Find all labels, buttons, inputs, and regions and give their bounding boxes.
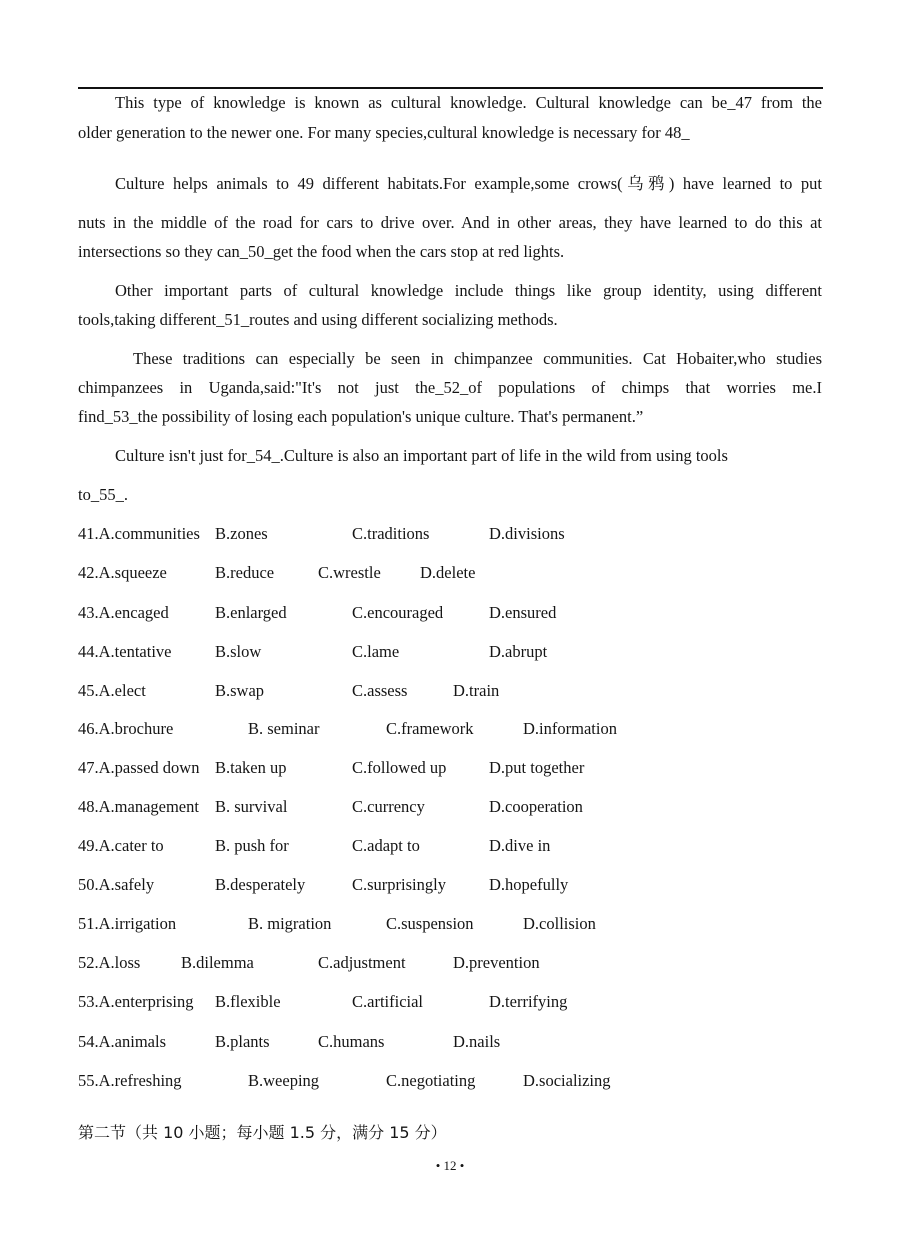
option-d: D.socializing — [523, 1071, 611, 1090]
option-b: B.swap — [215, 681, 265, 700]
option-a: 47.A.passed down — [78, 758, 200, 777]
passage-line: Culture helps animals to 49 different habitats.For example,some crows(乌鸦) have learned to put — [115, 174, 822, 193]
option-a: 53.A.enterprising — [78, 992, 194, 1011]
option-d: D.put together — [489, 758, 585, 777]
option-c: C.traditions — [352, 524, 430, 543]
option-b: B.taken up — [215, 758, 287, 777]
option-b: B. survival — [215, 797, 288, 816]
option-a: 46.A.brochure — [78, 719, 174, 738]
option-a: 43.A.encaged — [78, 603, 169, 622]
option-c: C.encouraged — [352, 603, 444, 622]
passage-line: Culture isn't just for_54_.Culture is also an important part of life in the wild from using tools — [115, 446, 728, 465]
option-c: C.lame — [352, 642, 400, 661]
option-b: B.zones — [215, 524, 268, 543]
option-a: 41.A.communities — [78, 524, 200, 543]
option-c: C.framework — [386, 719, 474, 738]
section-title: 第二节（共 10 小题；每小题 1.5 分，满分 15 分） — [78, 1123, 447, 1142]
header-rule — [78, 87, 823, 89]
option-c: C.currency — [352, 797, 425, 816]
option-b: B.slow — [215, 642, 262, 661]
passage-line: Other important parts of cultural knowledge include things like group identity, using different — [115, 281, 822, 300]
option-d: D.delete — [420, 563, 476, 582]
option-b: B.reduce — [215, 563, 275, 582]
option-b: B. migration — [248, 914, 332, 933]
passage-line: find_53_the possibility of losing each population's unique culture. That's permanent.” — [78, 407, 644, 426]
option-a: 51.A.irrigation — [78, 914, 177, 933]
option-b: B. push for — [215, 836, 289, 855]
passage-line: nuts in the middle of the road for cars to drive over. And in other areas, they have learned to do this at — [78, 213, 822, 232]
option-a: 50.A.safely — [78, 875, 155, 894]
option-a: 45.A.elect — [78, 681, 146, 700]
option-a: 48.A.management — [78, 797, 199, 816]
passage-line: This type of knowledge is known as cultural knowledge. Cultural knowledge can be_47 from the — [115, 93, 822, 112]
option-d: D.abrupt — [489, 642, 548, 661]
option-b: B.plants — [215, 1032, 270, 1051]
option-c: C.followed up — [352, 758, 447, 777]
passage-line: tools,taking different_51_routes and using different socializing methods. — [78, 310, 558, 329]
option-d: D.collision — [523, 914, 596, 933]
option-b: B.desperately — [215, 875, 306, 894]
option-c: C.artificial — [352, 992, 424, 1011]
option-d: D.nails — [453, 1032, 501, 1051]
passage-line: to_55_. — [78, 485, 128, 504]
option-a: 55.A.refreshing — [78, 1071, 182, 1090]
option-d: D.hopefully — [489, 875, 569, 894]
option-d: D.train — [453, 681, 500, 700]
option-c: C.adjustment — [318, 953, 406, 972]
option-b: B.weeping — [248, 1071, 320, 1090]
option-c: C.wrestle — [318, 563, 381, 582]
option-a: 54.A.animals — [78, 1032, 166, 1051]
option-a: 42.A.squeeze — [78, 563, 167, 582]
option-d: D.divisions — [489, 524, 565, 543]
option-c: C.suspension — [386, 914, 474, 933]
option-a: 52.A.loss — [78, 953, 141, 972]
option-c: C.negotiating — [386, 1071, 476, 1090]
option-c: C.surprisingly — [352, 875, 446, 894]
option-b: B.dilemma — [181, 953, 254, 972]
option-d: D.prevention — [453, 953, 540, 972]
option-b: B.flexible — [215, 992, 281, 1011]
option-d: D.information — [523, 719, 617, 738]
option-c: C.assess — [352, 681, 408, 700]
option-b: B. seminar — [248, 719, 320, 738]
option-a: 44.A.tentative — [78, 642, 172, 661]
option-a: 49.A.cater to — [78, 836, 164, 855]
option-c: C.humans — [318, 1032, 385, 1051]
option-d: D.ensured — [489, 603, 557, 622]
option-b: B.enlarged — [215, 603, 287, 622]
passage-line: older generation to the newer one. For many species,cultural knowledge is necessary for 48_ — [78, 123, 690, 142]
page-number: • 12 • — [435, 1158, 465, 1173]
passage-line: chimpanzees in Uganda,said:"It's not just the_52_of populations of chimps that worries me.I — [78, 378, 822, 397]
option-d: D.terrifying — [489, 992, 568, 1011]
passage-line: These traditions can especially be seen in chimpanzee communities. Cat Hobaiter,who studies — [133, 349, 822, 368]
passage-line: intersections so they can_50_get the food when the cars stop at red lights. — [78, 242, 565, 261]
option-d: D.dive in — [489, 836, 551, 855]
option-d: D.cooperation — [489, 797, 583, 816]
option-c: C.adapt to — [352, 836, 420, 855]
